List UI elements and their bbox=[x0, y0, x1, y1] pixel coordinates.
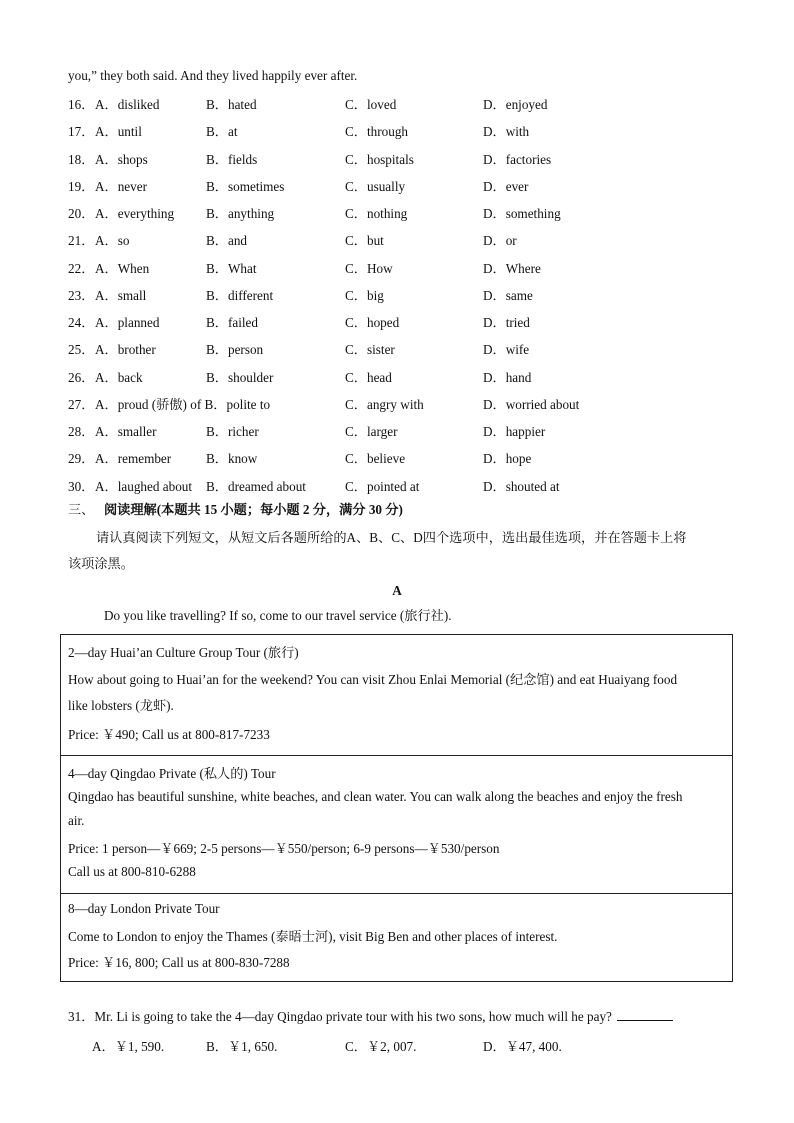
option-c[interactable]: C．big bbox=[345, 288, 384, 303]
tour-title: 4—day Qingdao Private (私人的) Tour bbox=[68, 766, 276, 781]
option-a[interactable]: A．proud (骄傲) of B．polite to bbox=[95, 397, 271, 412]
option-a[interactable]: A．smaller bbox=[95, 424, 157, 439]
option-b[interactable]: B．different bbox=[206, 288, 274, 303]
tour-title: 8—day London Private Tour bbox=[68, 901, 220, 916]
option-b[interactable]: B．shoulder bbox=[206, 370, 274, 385]
section-heading bbox=[68, 502, 403, 518]
option-a[interactable]: A．until bbox=[95, 124, 142, 139]
option-c[interactable]: C．angry with bbox=[345, 397, 424, 412]
option-c[interactable]: C．pointed at bbox=[345, 479, 420, 494]
tour-title: 2—day Huai’an Culture Group Tour (旅行) bbox=[68, 645, 299, 660]
option-b[interactable]: B．anything bbox=[206, 206, 275, 221]
option-c[interactable]: C．usually bbox=[345, 179, 406, 194]
tour-description: How about going to Huai’an for the weekend? You can visit Zhou Enlai Memorial (纪念馆) and eat Huaiyang food bbox=[68, 672, 678, 687]
option-c[interactable]: C．sister bbox=[345, 342, 395, 357]
option-d[interactable]: D．hope bbox=[483, 451, 532, 466]
option-d[interactable]: D．Where bbox=[483, 261, 541, 276]
option-b[interactable]: B．dreamed about bbox=[206, 479, 306, 494]
instruction-line-1: 请认真阅读下列短文，从短文后各题所给的A、B、C、D四个选项中，选出最佳选项，并在答题卡上将 bbox=[96, 530, 687, 545]
option-d[interactable]: D．tried bbox=[483, 315, 530, 330]
tour-row-london bbox=[61, 893, 732, 982]
option-d[interactable]: D．enjoyed bbox=[483, 97, 548, 112]
option-c[interactable]: C．believe bbox=[345, 451, 406, 466]
option-a[interactable]: A．shops bbox=[95, 152, 148, 167]
option-a[interactable]: A．small bbox=[95, 288, 147, 303]
tour-row-qingdao bbox=[61, 755, 732, 894]
option-d[interactable]: D．factories bbox=[483, 152, 552, 167]
option-b[interactable]: B．sometimes bbox=[206, 179, 285, 194]
section-title: 阅读理解(本题共 15 小题；每小题 2 分，满分 30 分) bbox=[104, 502, 403, 517]
tour-price: Price: ￥16, 800; Call us at 800-830-7288 bbox=[68, 955, 290, 970]
option-b[interactable]: B．fields bbox=[206, 152, 258, 167]
option-d[interactable]: D．worried about bbox=[483, 397, 580, 412]
option-c[interactable]: C．head bbox=[345, 370, 392, 385]
option-a[interactable]: A．disliked bbox=[95, 97, 160, 112]
tour-description: like lobsters (龙虾). bbox=[68, 698, 174, 713]
option-d[interactable]: D．happier bbox=[483, 424, 546, 439]
question-stem: 31．Mr. Li is going to take the 4—day Qingdao private tour with his two sons, how much will he pay? bbox=[68, 1009, 612, 1024]
tour-price: Price: ￥490; Call us at 800-817-7233 bbox=[68, 727, 270, 742]
item-number: 24． bbox=[68, 315, 95, 330]
option-b[interactable]: B．hated bbox=[206, 97, 257, 112]
option-b[interactable]: B．richer bbox=[206, 424, 259, 439]
option-a[interactable]: A．planned bbox=[95, 315, 160, 330]
item-number: 30． bbox=[68, 479, 95, 494]
option-d[interactable]: D．shouted at bbox=[483, 479, 560, 494]
question-option-b[interactable]: B．￥1, 650. bbox=[206, 1039, 278, 1054]
option-d[interactable]: D．ever bbox=[483, 179, 529, 194]
tour-description: Come to London to enjoy the Thames (泰晤士河), visit Big Ben and other places of interest. bbox=[68, 929, 558, 944]
option-b[interactable]: B．failed bbox=[206, 315, 259, 330]
option-a[interactable]: A．everything bbox=[95, 206, 175, 221]
option-b[interactable]: B．person bbox=[206, 342, 264, 357]
option-a[interactable]: A．laughed about bbox=[95, 479, 193, 494]
item-number: 20． bbox=[68, 206, 95, 221]
question-31 bbox=[68, 1008, 673, 1025]
item-number: 17． bbox=[68, 124, 95, 139]
option-d[interactable]: D．same bbox=[483, 288, 533, 303]
option-c[interactable]: C．hospitals bbox=[345, 152, 414, 167]
item-number: 29． bbox=[68, 451, 95, 466]
option-c[interactable]: C．through bbox=[345, 124, 409, 139]
option-d[interactable]: D．something bbox=[483, 206, 561, 221]
question-option-a[interactable]: A．￥1, 590. bbox=[92, 1039, 165, 1054]
passage-intro: Do you like travelling? If so, come to our travel service (旅行社). bbox=[104, 608, 452, 623]
item-number: 21． bbox=[68, 233, 95, 248]
option-b[interactable]: B．know bbox=[206, 451, 258, 466]
item-number: 27． bbox=[68, 397, 95, 412]
option-b[interactable]: B．What bbox=[206, 261, 257, 276]
section-number: 三、 bbox=[68, 502, 95, 517]
option-c[interactable]: C．larger bbox=[345, 424, 398, 439]
tour-phone: Call us at 800-810-6288 bbox=[68, 864, 196, 879]
item-number: 28． bbox=[68, 424, 95, 439]
option-a[interactable]: A．back bbox=[95, 370, 143, 385]
passage-end-line: you,” they both said. And they lived happily ever after. bbox=[68, 68, 358, 83]
tour-row-huaian bbox=[61, 635, 732, 755]
option-c[interactable]: C．but bbox=[345, 233, 384, 248]
option-d[interactable]: D．or bbox=[483, 233, 517, 248]
question-option-d[interactable]: D．￥47, 400. bbox=[483, 1039, 562, 1054]
question-option-c[interactable]: C．￥2, 007. bbox=[345, 1039, 417, 1054]
option-d[interactable]: D．with bbox=[483, 124, 530, 139]
item-number: 25． bbox=[68, 342, 95, 357]
item-number: 23． bbox=[68, 288, 95, 303]
option-b[interactable]: B．at bbox=[206, 124, 238, 139]
option-a[interactable]: A．remember bbox=[95, 451, 172, 466]
option-b[interactable]: B．and bbox=[206, 233, 248, 248]
item-number: 19． bbox=[68, 179, 95, 194]
option-c[interactable]: C．nothing bbox=[345, 206, 408, 221]
option-c[interactable]: C．hoped bbox=[345, 315, 400, 330]
option-c[interactable]: C．How bbox=[345, 261, 393, 276]
option-d[interactable]: D．hand bbox=[483, 370, 532, 385]
item-number: 22． bbox=[68, 261, 95, 276]
passage-label: A bbox=[392, 583, 402, 598]
tour-description: Qingdao has beautiful sunshine, white beaches, and clean water. You can walk along the beaches and enjoy the fresh bbox=[68, 789, 683, 804]
option-a[interactable]: A．When bbox=[95, 261, 150, 276]
option-a[interactable]: A．never bbox=[95, 179, 147, 194]
item-number: 18． bbox=[68, 152, 95, 167]
tour-table bbox=[60, 634, 733, 982]
option-d[interactable]: D．wife bbox=[483, 342, 530, 357]
tour-description: air. bbox=[68, 813, 85, 828]
option-c[interactable]: C．loved bbox=[345, 97, 397, 112]
item-number: 26． bbox=[68, 370, 95, 385]
item-number: 16． bbox=[68, 97, 95, 112]
tour-price: Price: 1 person—￥669; 2-5 persons—￥550/person; 6-9 persons—￥530/person bbox=[68, 841, 500, 856]
option-a[interactable]: A．brother bbox=[95, 342, 156, 357]
option-a[interactable]: A．so bbox=[95, 233, 130, 248]
answer-blank[interactable] bbox=[617, 1008, 673, 1021]
instruction-line-2: 该项涂黑。 bbox=[68, 556, 134, 571]
